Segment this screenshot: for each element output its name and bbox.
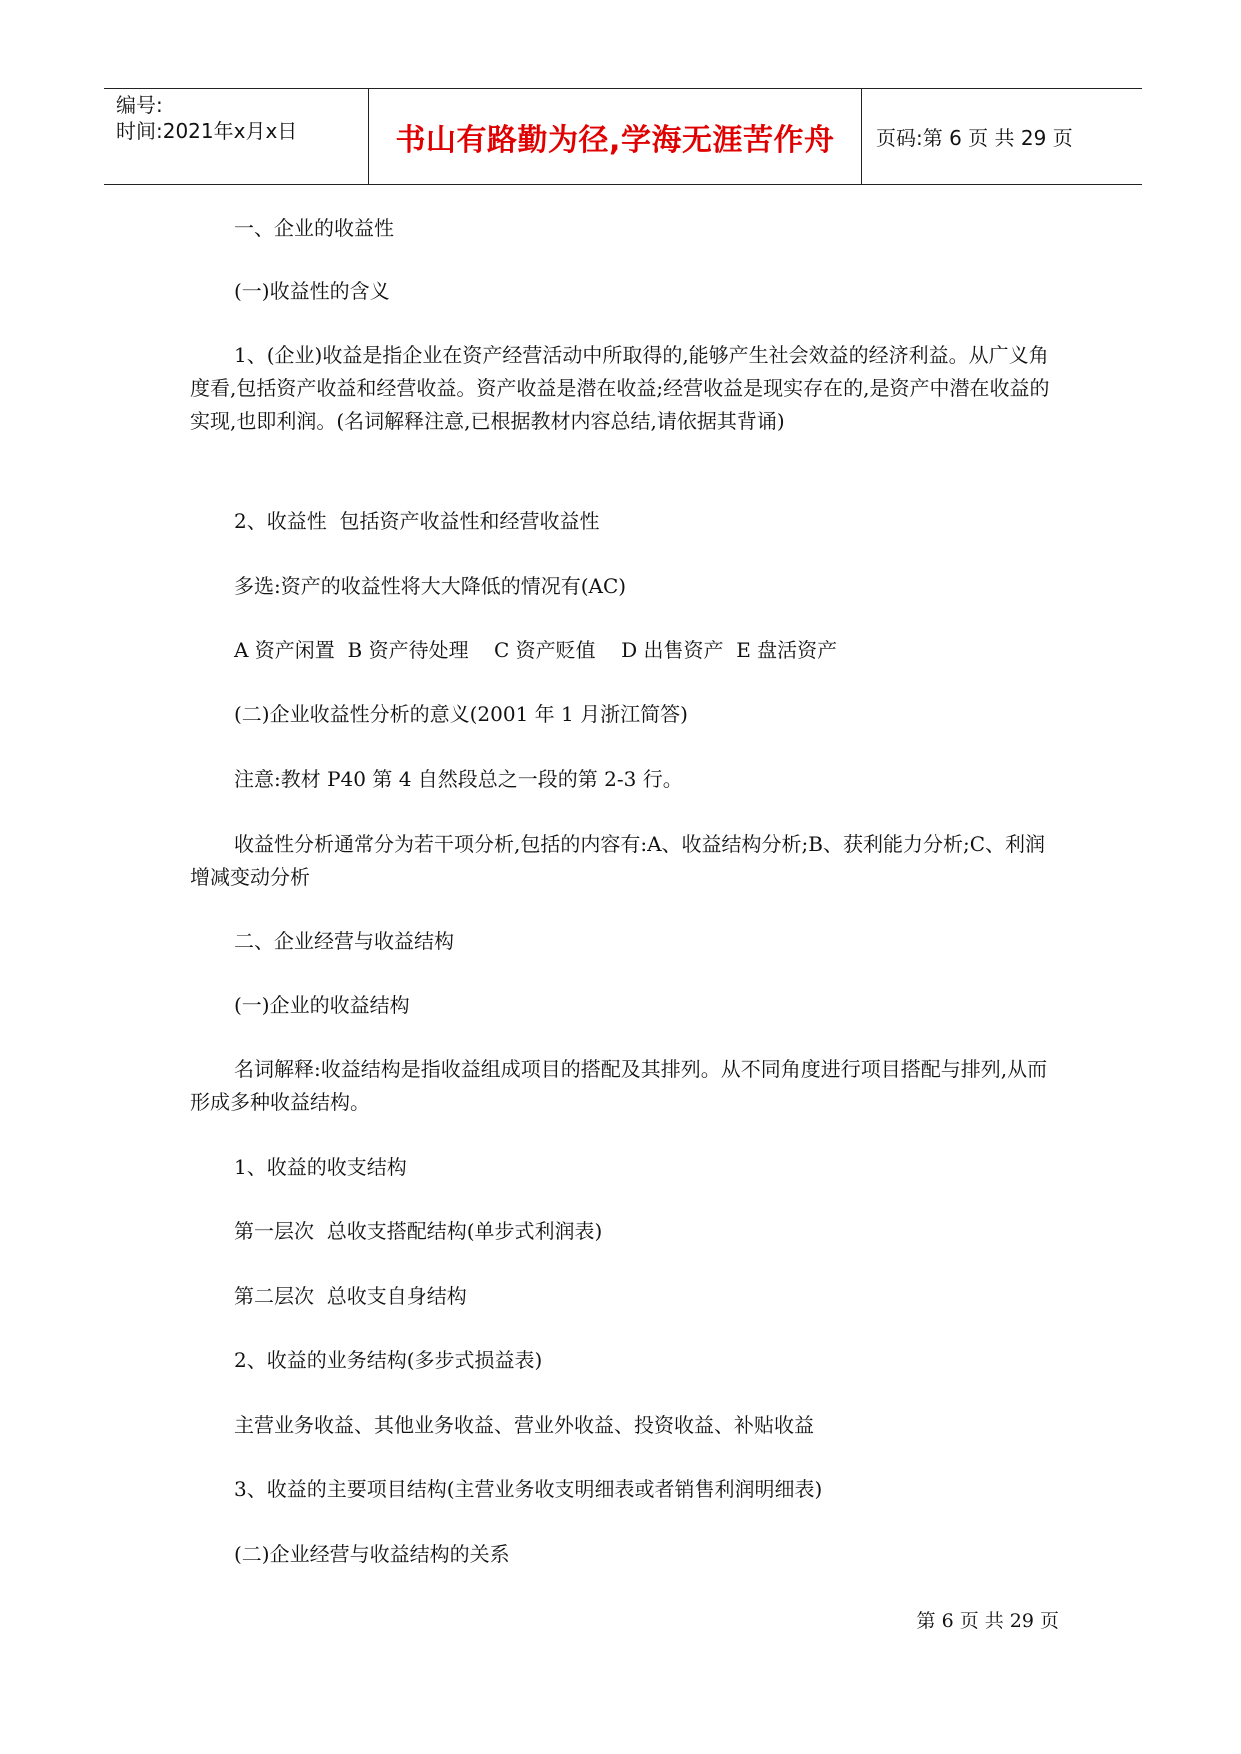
paragraph-definition: 1、(企业)收益是指企业在资产经营活动中所取得的,能够产生社会效益的经济利益。从广义角度看,包括资产收益和经营收益。资产收益是潜在收益;经营收益是现实存在的,是资产中潜在收益的实现,也即利润。(名词解释注意,已根据教材内容总结,请依据其背诵) — [190, 343, 1050, 433]
paragraph-level-2: 第二层次 总收支自身结构 — [234, 1284, 467, 1308]
document-header — [104, 88, 1142, 185]
header-motto-cell — [369, 89, 862, 184]
page-footer: 第 6 页 共 29 页 — [916, 1610, 1059, 1632]
time-label: 时间:2021年x月x日 — [116, 119, 298, 143]
number-label: 编号: — [116, 93, 163, 117]
subheading-1: (一)收益性的含义 — [234, 279, 390, 303]
paragraph-item-2: 2、收益性 包括资产收益性和经营收益性 — [234, 509, 600, 533]
header-page-number: 页码:第 6 页 共 29 页 — [876, 126, 1073, 150]
paragraph-multiple-choice: 多选:资产的收益性将大大降低的情况有(AC) — [234, 574, 627, 598]
paragraph-item-1: 1、收益的收支结构 — [234, 1155, 407, 1179]
heading-1: 一、企业的收益性 — [234, 216, 394, 240]
paragraph-level-1: 第一层次 总收支搭配结构(单步式利润表) — [234, 1219, 603, 1243]
subheading-4: (二)企业经营与收益结构的关系 — [234, 1542, 510, 1566]
paragraph-income-types: 主营业务收益、其他业务收益、营业外收益、投资收益、补贴收益 — [234, 1413, 814, 1437]
motto-text: 书山有路勤为径,学海无涯苦作舟 — [395, 122, 835, 158]
paragraph-analysis: 收益性分析通常分为若干项分析,包括的内容有:A、收益结构分析;B、获利能力分析;C、利润增减变动分析 — [190, 832, 1046, 889]
paragraph-term: 名词解释:收益结构是指收益组成项目的搭配及其排列。从不同角度进行项目搭配与排列,从而形成多种收益结构。 — [190, 1057, 1048, 1114]
paragraph-options: A 资产闲置 B 资产待处理 C 资产贬值 D 出售资产 E 盘活资产 — [234, 638, 838, 662]
heading-2: 二、企业经营与收益结构 — [234, 929, 454, 953]
subheading-2: (二)企业收益性分析的意义(2001 年 1 月浙江简答) — [234, 702, 688, 726]
header-page-cell — [862, 89, 1142, 184]
header-info-cell — [104, 89, 369, 184]
paragraph-main-items: 3、收益的主要项目结构(主营业务收支明细表或者销售利润明细表) — [234, 1477, 823, 1501]
paragraph-business-structure: 2、收益的业务结构(多步式损益表) — [234, 1348, 543, 1372]
subheading-3: (一)企业的收益结构 — [234, 993, 410, 1017]
paragraph-note: 注意:教材 P40 第 4 自然段总之一段的第 2-3 行。 — [234, 767, 683, 791]
